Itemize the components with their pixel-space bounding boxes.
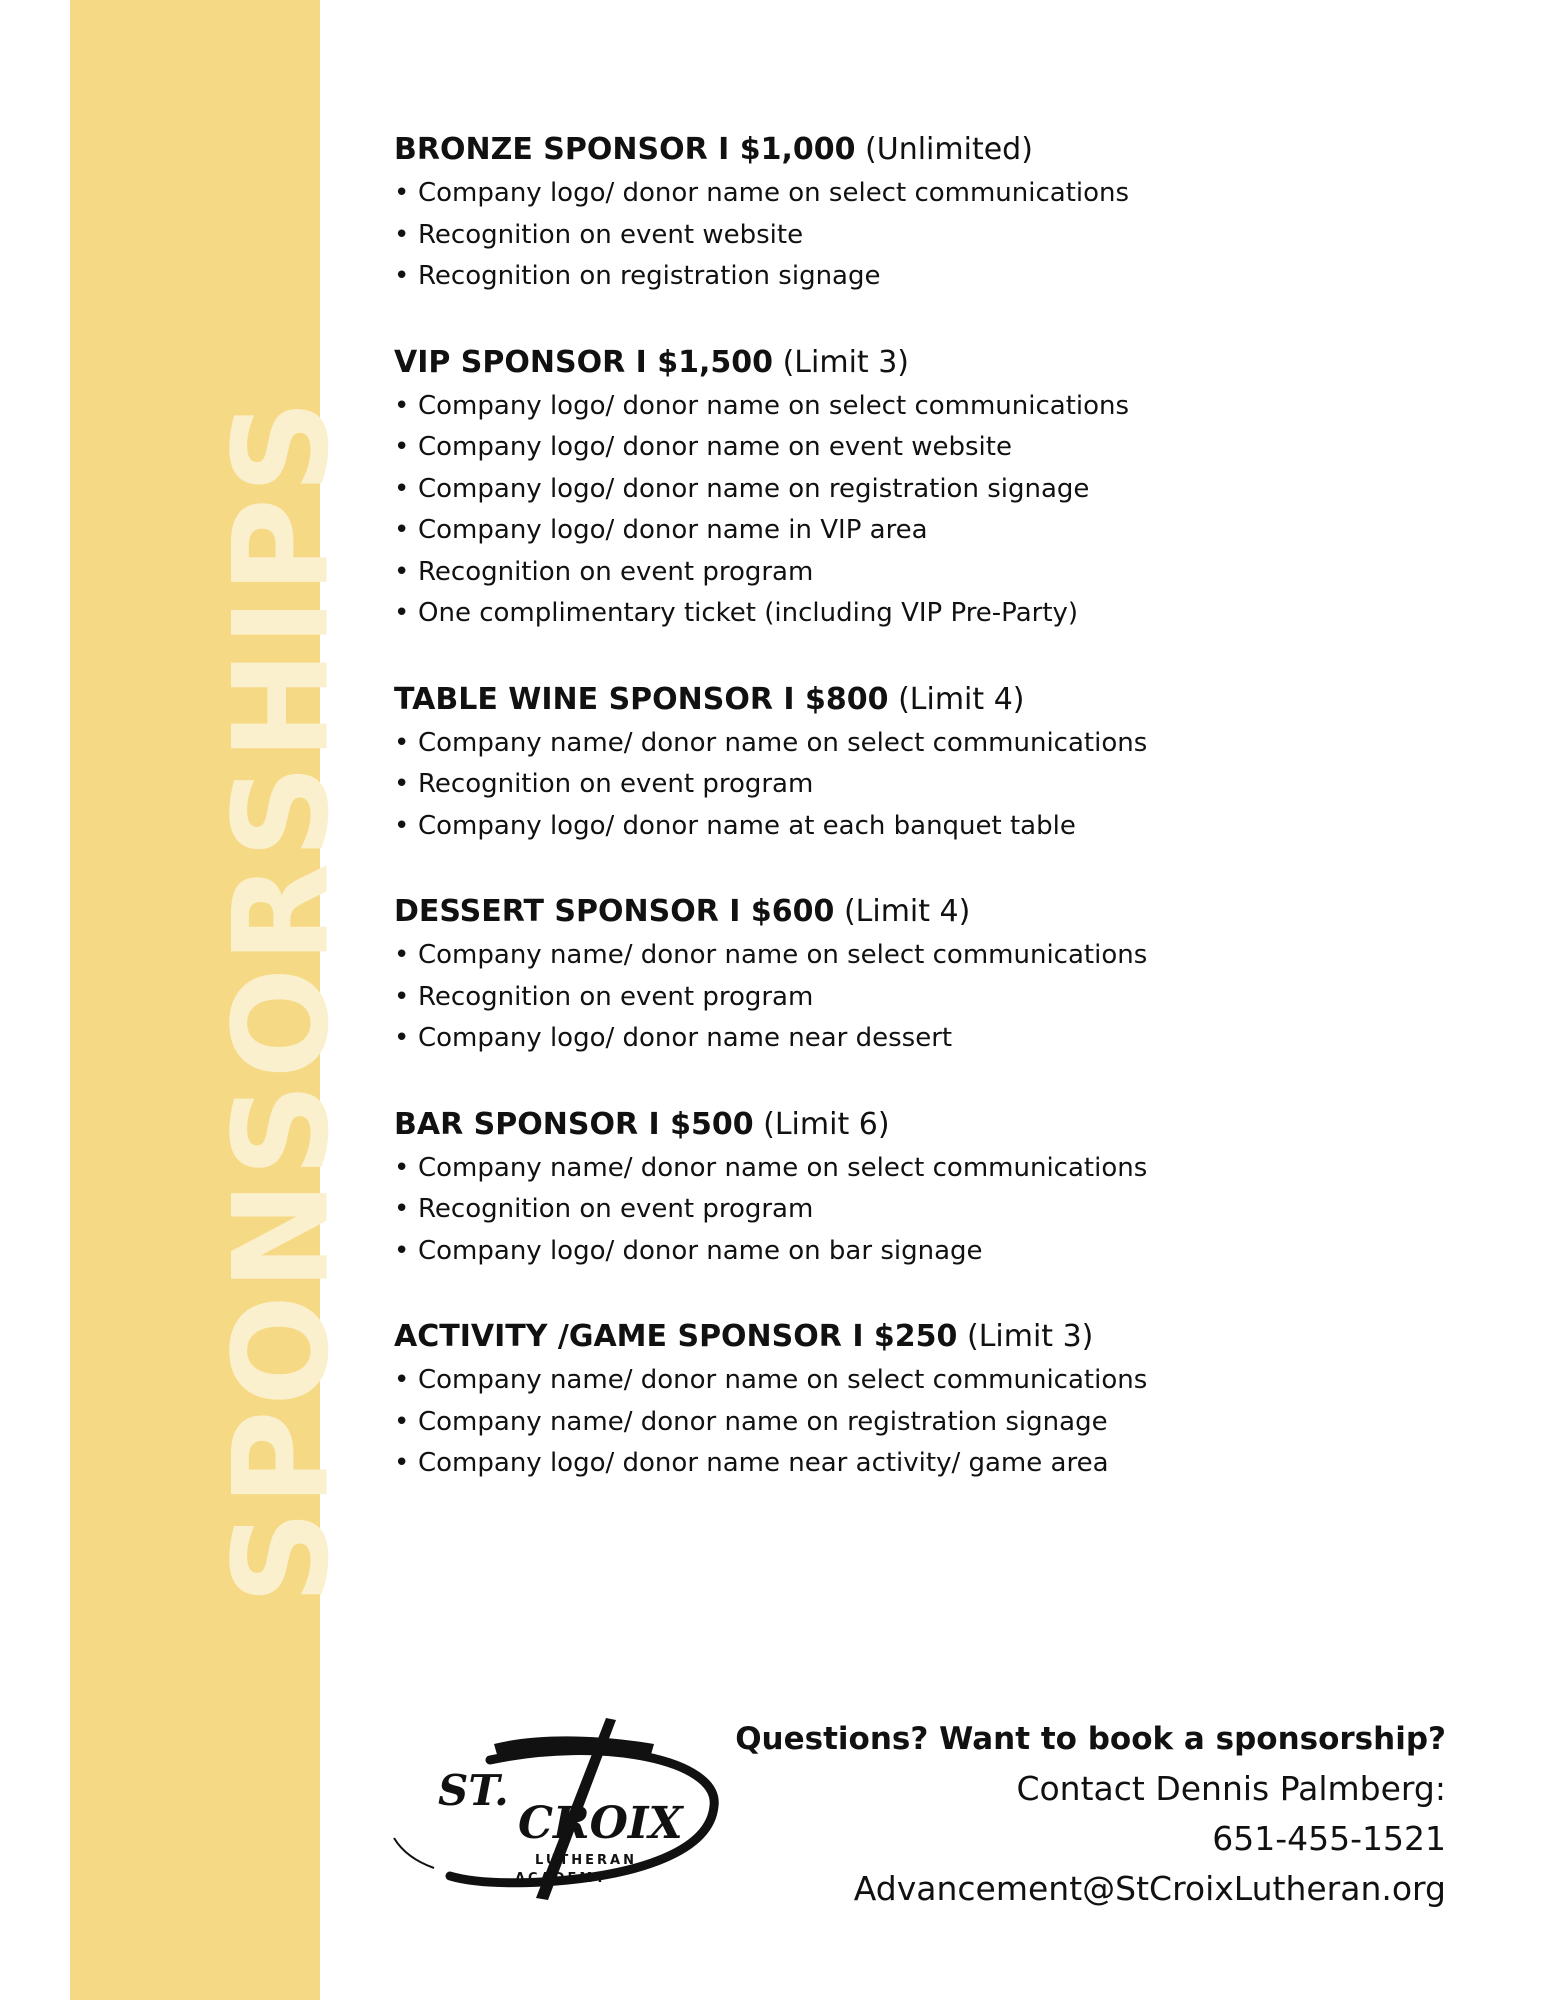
benefit-text: Company logo/ donor name near dessert: [418, 1023, 953, 1053]
benefit-text: Company logo/ donor name on select communications: [418, 178, 1130, 208]
benefit-list: [394, 173, 1454, 298]
sidebar-band: [70, 0, 358, 2000]
benefit-list: [394, 386, 1454, 635]
tier-heading: [394, 677, 1454, 723]
benefit-text: Company name/ donor name on select communications: [418, 1152, 1148, 1183]
benefit-item: [394, 1443, 1454, 1485]
tier-title: TABLE WINE SPONSOR I $800: [394, 681, 889, 717]
tier-heading: [394, 1314, 1454, 1360]
tier-heading: [394, 340, 1454, 386]
sponsor-tier: [394, 677, 1454, 848]
bullet-icon: •: [394, 981, 410, 1012]
benefit-text: Company name/ donor name on select communications: [418, 1365, 1148, 1395]
benefit-text: One complimentary ticket (including VIP Pre-Party): [418, 598, 1079, 628]
tier-heading: [394, 127, 1454, 173]
logo-academy-text: ACADEMY: [515, 1871, 608, 1886]
bullet-icon: •: [394, 810, 410, 841]
bullet-icon: •: [394, 219, 410, 250]
benefit-item: [394, 806, 1454, 848]
contact-phone[interactable]: 651-455-1521: [1212, 1819, 1446, 1858]
tier-limit: (Limit 6): [763, 1106, 890, 1142]
tier-limit: (Limit 3): [966, 1319, 1094, 1354]
bullet-icon: •: [394, 1194, 410, 1224]
benefit-text: Recognition on registration signage: [418, 261, 881, 291]
sponsor-tier: [394, 1102, 1454, 1273]
bullet-icon: •: [394, 390, 410, 421]
benefit-list: [394, 1148, 1454, 1273]
bullet-icon: •: [394, 940, 410, 970]
benefit-item: [394, 1231, 1454, 1273]
tier-limit: (Unlimited): [865, 132, 1033, 167]
sponsor-tier: [394, 127, 1454, 298]
logo-lutheran-text: LUTHERAN: [535, 1853, 637, 1868]
logo-st-text: ST.: [438, 1766, 509, 1815]
bullet-icon: •: [394, 432, 410, 462]
benefit-item: [394, 977, 1454, 1019]
tier-heading: [394, 889, 1454, 935]
bullet-icon: •: [394, 1406, 410, 1437]
bullet-icon: •: [394, 261, 410, 291]
sidebar-title: SPONSORSHIPS: [204, 395, 358, 1605]
benefit-text: Recognition on event program: [418, 556, 814, 587]
tier-title: BAR SPONSOR I $500: [394, 1106, 754, 1142]
benefit-item: [394, 552, 1454, 594]
bullet-icon: •: [394, 1448, 410, 1478]
benefit-text: Company name/ donor name on select communications: [418, 727, 1148, 758]
tier-title: DESSERT SPONSOR I $600: [394, 894, 835, 929]
benefit-text: Company logo/ donor name in VIP area: [418, 515, 928, 545]
bullet-icon: •: [394, 1023, 410, 1053]
benefit-item: [394, 1148, 1454, 1190]
tier-heading: [394, 1102, 1454, 1148]
benefit-item: [394, 386, 1454, 428]
benefit-item: [394, 469, 1454, 511]
benefit-item: [394, 427, 1454, 469]
bullet-icon: •: [394, 556, 410, 587]
bullet-icon: •: [394, 769, 410, 799]
contact-block: [735, 1714, 1446, 1914]
sponsor-tier: [394, 889, 1454, 1060]
benefit-text: Recognition on event program: [418, 769, 814, 799]
benefit-text: Company logo/ donor name on bar signage: [418, 1235, 983, 1266]
benefit-text: Company logo/ donor name at each banquet table: [418, 810, 1076, 841]
bullet-icon: •: [394, 1365, 410, 1395]
benefit-text: Recognition on event program: [418, 1194, 814, 1224]
benefit-list: [394, 723, 1454, 848]
contact-email[interactable]: Advancement@StCroixLutheran.org: [853, 1869, 1446, 1908]
benefit-text: Company logo/ donor name on registration signage: [418, 473, 1090, 504]
benefit-item: [394, 1402, 1454, 1444]
bullet-icon: •: [394, 1235, 410, 1266]
benefit-text: Recognition on event program: [418, 981, 814, 1012]
contact-question: Questions? Want to book a sponsorship?: [735, 1721, 1446, 1757]
benefit-item: [394, 593, 1454, 635]
sponsor-tier: [394, 1314, 1454, 1485]
benefit-item: [394, 723, 1454, 765]
sponsorship-tiers: [394, 127, 1454, 1527]
benefit-list: [394, 1360, 1454, 1485]
benefit-item: [394, 173, 1454, 215]
benefit-item: [394, 510, 1454, 552]
sponsor-tier: [394, 340, 1454, 635]
benefit-text: Company logo/ donor name on event website: [418, 432, 1012, 462]
tier-title: ACTIVITY /GAME SPONSOR I $250: [394, 1319, 958, 1354]
bullet-icon: •: [394, 473, 410, 504]
tier-limit: (Limit 3): [782, 344, 909, 380]
benefit-text: Company logo/ donor name on select communications: [418, 390, 1130, 421]
bullet-icon: •: [394, 598, 410, 628]
logo-swoosh: [394, 1838, 434, 1868]
benefit-item: [394, 1360, 1454, 1402]
benefit-text: Company name/ donor name on registration signage: [418, 1406, 1108, 1437]
logo-croix-text: CROIX: [518, 1798, 683, 1849]
bullet-icon: •: [394, 178, 410, 208]
benefit-item: [394, 1189, 1454, 1231]
benefit-text: Company name/ donor name on select communications: [418, 940, 1148, 970]
tier-title: BRONZE SPONSOR I $1,000: [394, 132, 856, 167]
bullet-icon: •: [394, 727, 410, 758]
benefit-list: [394, 935, 1454, 1060]
school-logo: [392, 1718, 722, 1900]
benefit-text: Company logo/ donor name near activity/ game area: [418, 1448, 1109, 1478]
bullet-icon: •: [394, 1152, 410, 1183]
benefit-item: [394, 1018, 1454, 1060]
benefit-item: [394, 215, 1454, 257]
tier-limit: (Limit 4): [898, 681, 1025, 717]
benefit-text: Recognition on event website: [418, 219, 804, 250]
contact-name: Contact Dennis Palmberg:: [1016, 1769, 1446, 1808]
tier-title: VIP SPONSOR I $1,500: [394, 344, 774, 380]
cross-ellipse-logo-icon: [392, 1718, 722, 1900]
bullet-icon: •: [394, 515, 410, 545]
benefit-item: [394, 935, 1454, 977]
benefit-item: [394, 764, 1454, 806]
benefit-item: [394, 256, 1454, 298]
tier-limit: (Limit 4): [843, 894, 971, 929]
